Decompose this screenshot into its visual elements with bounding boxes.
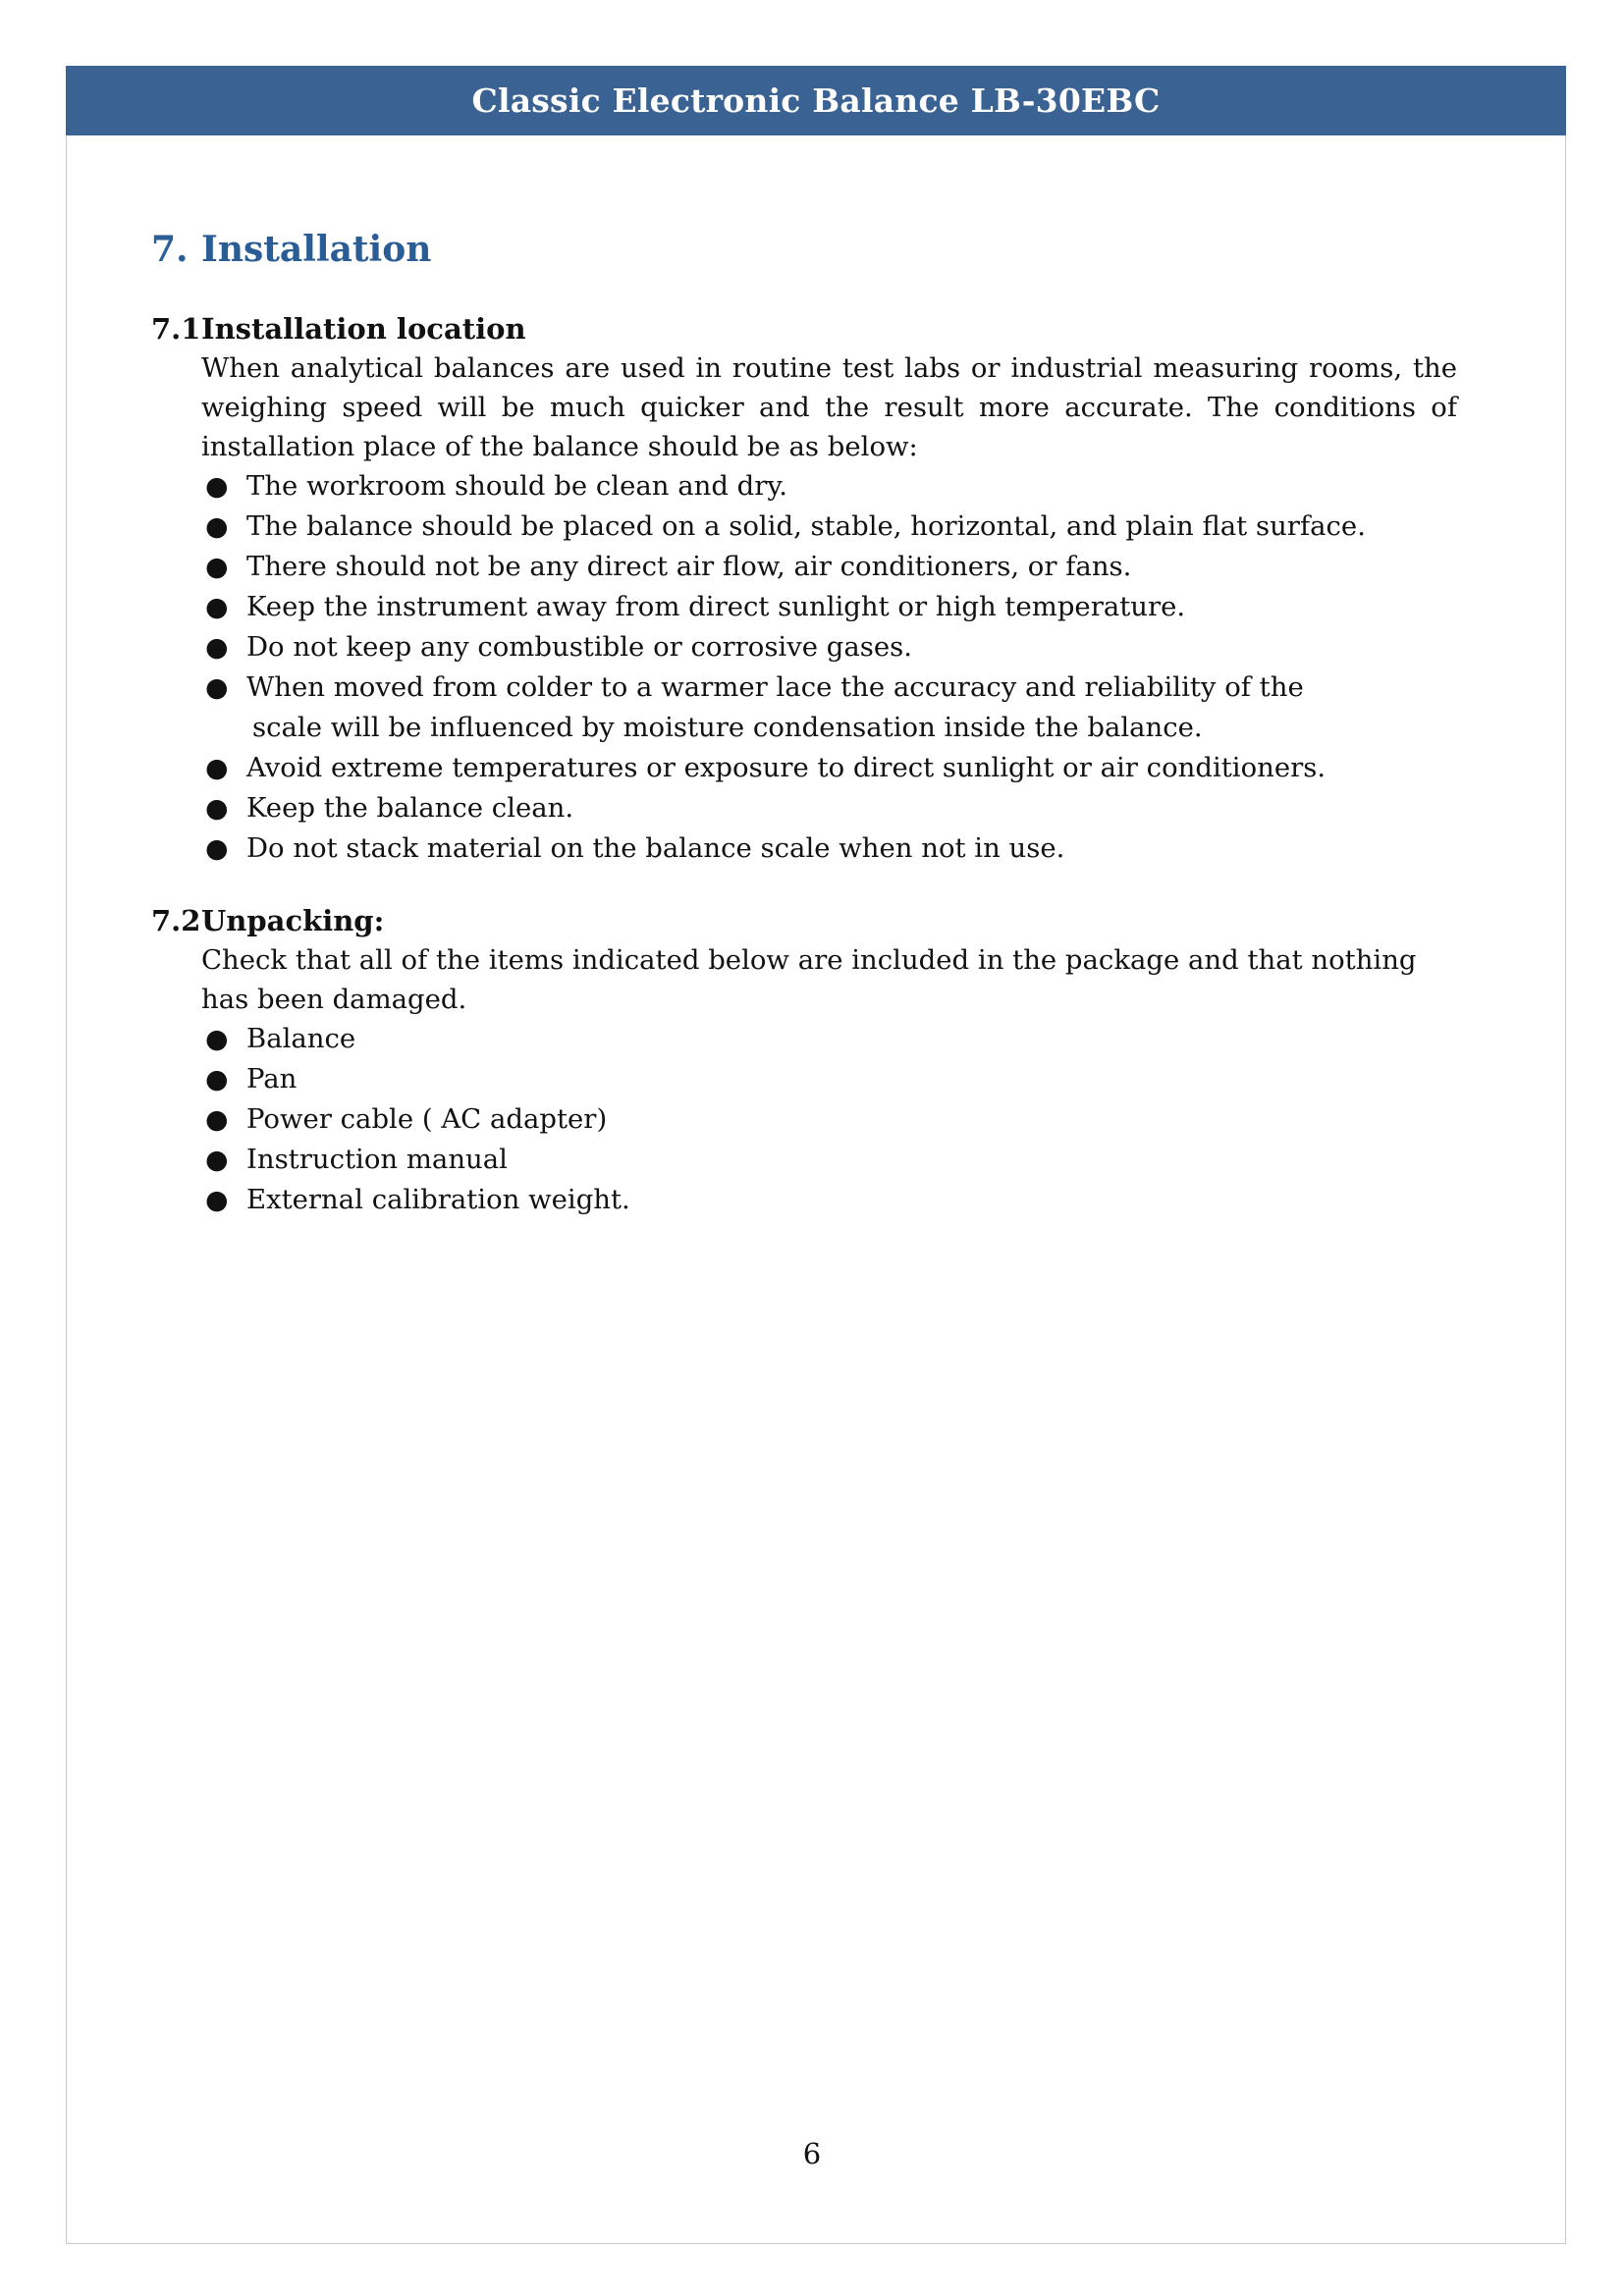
bullet-icon: ● xyxy=(205,672,229,703)
list-item: ● Instruction manual xyxy=(201,1140,1457,1180)
section-heading xyxy=(151,226,1457,273)
list-item: ● Do not stack material on the balance scale when not in use. xyxy=(201,828,1457,869)
list-item: ● Do not keep any combustible or corrosive gases. xyxy=(201,627,1457,667)
subsection-heading-installation-location xyxy=(151,309,1457,348)
bullet-icon: ● xyxy=(205,632,229,663)
list-item: ● Keep the instrument away from direct sunlight or high temperature. xyxy=(201,587,1457,627)
package-contents-list xyxy=(201,1019,1457,1220)
list-item: ● Avoid extreme temperatures or exposure to direct sunlight or air conditioners. xyxy=(201,748,1457,788)
subsection-number: 7.2 xyxy=(151,904,201,937)
section-title: Installation xyxy=(201,229,432,270)
section-number: 7. xyxy=(151,229,189,270)
bullet-icon: ● xyxy=(205,1024,229,1054)
bullet-icon: ● xyxy=(205,471,229,502)
list-item: ● Balance xyxy=(201,1019,1457,1059)
list-item: ● The workroom should be clean and dry. xyxy=(201,466,1457,507)
bullet-icon: ● xyxy=(205,1104,229,1135)
list-item: ● External calibration weight. xyxy=(201,1180,1457,1220)
unpacking-intro-paragraph: Check that all of the items indicated below are included in the package and that nothing has been damaged. xyxy=(201,944,1417,1015)
bullet-icon: ● xyxy=(205,753,229,783)
bullet-icon: ● xyxy=(205,592,229,622)
list-item: ● The balance should be placed on a solid, stable, horizontal, and plain flat surface. xyxy=(201,507,1457,547)
document-title: Classic Electronic Balance LB-30EBC xyxy=(471,81,1161,120)
subsection-heading-unpacking xyxy=(151,901,1457,940)
bullet-icon: ● xyxy=(205,1145,229,1175)
subsection-title: Unpacking: xyxy=(201,904,385,937)
bullet-icon: ● xyxy=(205,552,229,582)
bullet-icon: ● xyxy=(205,833,229,864)
installation-conditions-list xyxy=(201,466,1457,869)
subsection-title: Installation location xyxy=(201,312,526,346)
page-content xyxy=(151,226,1457,1220)
page-number: 6 xyxy=(802,2137,822,2170)
list-item: ● There should not be any direct air flow, air conditioners, or fans. xyxy=(201,547,1457,587)
subsection-number: 7.1 xyxy=(151,312,201,346)
bullet-icon: ● xyxy=(205,793,229,824)
installation-intro-paragraph: When analytical balances are used in routine test labs or industrial measuring rooms, the weighing speed will be much quicker and the result more accurate. The conditions of installation place of the balance should be as below: xyxy=(201,352,1457,462)
bullet-icon: ● xyxy=(205,1185,229,1215)
list-item: ● When moved from colder to a warmer lace the accuracy and reliability of the scale will be influenced by moisture condensation inside the balance. xyxy=(201,667,1457,748)
list-item: ● Power cable ( AC adapter) xyxy=(201,1099,1457,1140)
spacer xyxy=(151,869,1457,901)
bullet-icon: ● xyxy=(205,1064,229,1095)
bullet-icon: ● xyxy=(205,511,229,542)
header-bar xyxy=(66,66,1566,135)
list-item: ● Keep the balance clean. xyxy=(201,788,1457,828)
list-item: ● Pan xyxy=(201,1059,1457,1099)
